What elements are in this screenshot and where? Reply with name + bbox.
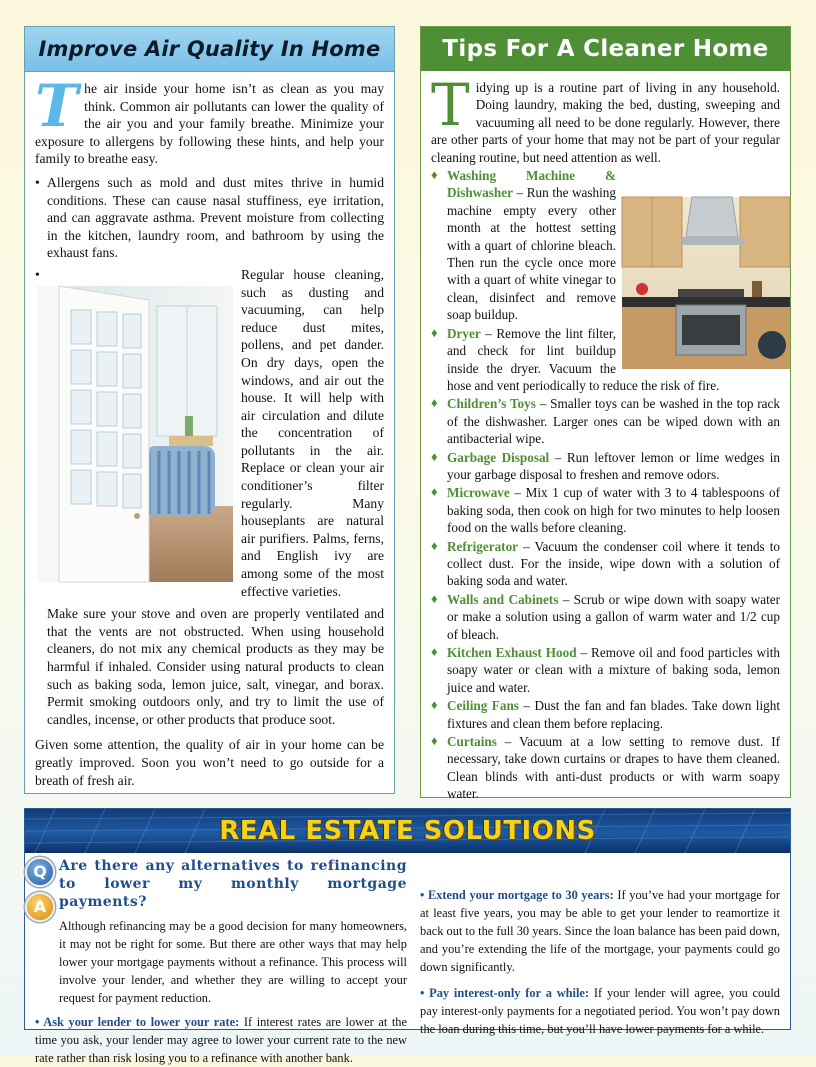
air-quality-title: Improve Air Quality In Home [38,37,381,61]
tip-item: ♦ Children’s Toys – Smaller toys can be washed in the top rack of the dishwasher. Larger ones can be wiped down with an antibacterial wipe. [431,395,780,447]
air-bullet-1: • Allergens such as mold and dust mites thrive in humid conditions. These can cause nasal stuffiness, eye irritation, and can aggravate asthma. Prevent moisture from collecting in the kitchen, laundry room, and bathroom by using the exhaust fans. [35,174,384,261]
tip-item: ♦ Walls and Cabinets – Scrub or wipe down with soapy water or make a solution using a gallon of warm water and 1/2 cup of bleach. [431,590,780,642]
air-intro: The air inside your home isn’t as clean as you may think. Common air pollutants can lower the quality of the air you and your family breathe. Minimize your exposure to allergens by following these hints, and help your family to breathe easy. [35,72,384,167]
tip-item: ♦ Garbage Disposal – Run leftover lemon or lime wedges in your garbage disposal to freshen and remove odors. [431,448,780,482]
tips-intro: Tidying up is a routine part of living in any household. Doing laundry, making the bed, dusting, sweeping and vacuuming all need to be done regularly. However, there are other parts of your home that may not be part of your regular cleaning routine, but need attention as well. [431,71,780,165]
tip-label: Children’s Toys [447,396,536,412]
tip-interest-only: • Pay interest-only for a while: If your lender will agree, you could pay interest-only payments for a negotiated period. You won’t pay down the loan during this time, but you’ll have lower payments for a while. [420,986,780,1036]
tip-item: ♦ Microwave – Mix 1 cup of water with 3 to 4 tablespoons of baking soda, then cook on high for two minutes to help loosen food on the walls before cleaning. [431,484,780,536]
air-quality-article [24,26,395,794]
diamond-bullet-icon: ♦ [431,448,438,464]
air-quality-header [25,27,394,72]
cleaner-home-article [420,26,791,802]
tip-label: Walls and Cabinets [447,591,559,607]
air-closing: Given some attention, the quality of air in your home can be greatly improved. Soon you won’t need to go outside for a breath of fresh air. [35,737,384,788]
tip-item: ♦ Kitchen Exhaust Hood – Remove oil and food particles with soapy water or clean with a mixture of baking soda, lemon juice and water. [431,644,780,695]
tip-label: Microwave [447,485,510,501]
real-estate-section [24,808,791,1065]
diamond-bullet-icon: ♦ [431,644,438,659]
air-bullet-3: Make sure your stove and oven are properly ventilated and that the vents are not obstructed. When using household cleaners, do not mix any chemical products as they may be harmful if inhaled. Consider using natural products to clean such as baking soda, lemon juice, salt, vinegar, and borax. Permit smoking outdoors only, and try to limit the use of candles, incense, or other products that produce soot. [47,606,384,727]
tip-item: ♦ Dryer – Remove the lint filter, and check for lint buildup inside the dryer. Vacuum the hose and vent periodically to reduce the risk of fire. [431,324,720,393]
tip-item: ♦ Ceiling Fans – Dust the fan and fan blades. Take down light fixtures and clean them before replacing. [431,697,780,731]
diamond-bullet-icon: ♦ [431,167,438,183]
tip-item: ♦ Curtains – Vacuum at a low setting to remove dust. If necessary, take down curtains or drapes to have them cleaned. Clean blinds with anti-dust products or with warm soapy water. [431,733,780,802]
diamond-bullet-icon: ♦ [431,697,438,713]
diamond-bullet-icon: ♦ [431,733,438,749]
tip-lower-rate: • Ask your lender to lower your rate: If interest rates are lower at the time you ask, your lender may agree to lower your current rate to the new rate rather than risk losing you to a refinance with another bank. [35,1015,407,1065]
answer-badge-icon: A [25,892,55,922]
real-estate-col-2 [420,856,780,1038]
tip-label: Washing Machine & Dishwasher [447,168,616,201]
real-estate-banner [25,809,790,853]
mortgage-question: Are there any alternatives to refinancing to lower my monthly mortgage payments? [59,858,407,910]
diamond-bullet-icon: ♦ [431,484,438,500]
tip-label: Kitchen Exhaust Hood [447,645,577,660]
real-estate-title: REAL ESTATE SOLUTIONS [219,816,596,846]
diamond-bullet-icon: ♦ [431,537,438,553]
tips-dropcap: T [431,71,470,139]
air-bullet-2: • Regular house cleaning, such as dusting and vacuuming, can help reduce dust mites, pollens, and pet dander. On dry days, open the windows, and air out the house. It will help with air circulation and dilute the concentration of pollutants in the air. Replace or clean your air conditioner’s filter regularly. Many houseplants are natural air purifiers. Palms, ferns, and English ivy are among some of the most effective varieties. [35,266,384,599]
mortgage-answer: Although refinancing may be a good decision for many homeowners, it may not be right for some. But there are other ways that may help lower your mortgage payments without a refinance. This process will involve your lender, and whether they are willing to accept your request for payment reduction. [59,919,407,1005]
diamond-bullet-icon: ♦ [431,590,438,606]
tip-item: ♦ Washing Machine & Dishwasher – Run the washing machine empty every other month at the hottest setting with a quart of chlorine bleach. Then run the cycle once more with a quart of white vinegar to clean, disinfect and remove soap buildup. [431,167,780,324]
diamond-bullet-icon: ♦ [431,395,438,411]
cleaner-home-title: Tips For A Cleaner Home [442,36,769,62]
question-badge-icon: Q [25,857,55,887]
tip-item: ♦ Refrigerator – Vacuum the condenser coil where it tends to collect dust. For the inside, wipe down with a solution of baking soda and water. [431,537,780,589]
tip-label: Curtains [447,734,497,750]
tip-extend-mortgage: • Extend your mortgage to 30 years: If you’ve had your mortgage for at least five years, you may be able to get your lender to reamortize it back out to the full 30 years. Since the loan balance has been paid down, and you’re extending the life of the mortgage, your payments could go down significantly. [420,888,780,974]
diamond-bullet-icon: ♦ [431,324,438,340]
air-dropcap: T [35,72,79,140]
cleaner-home-header [421,27,790,71]
room-door-photo [37,286,233,587]
tip-label: Ceiling Fans [447,698,519,714]
tip-label: Dryer [447,325,481,341]
tip-label: Refrigerator [447,538,519,554]
real-estate-col-1 [33,857,407,1065]
tip-label: Garbage Disposal [447,449,550,465]
